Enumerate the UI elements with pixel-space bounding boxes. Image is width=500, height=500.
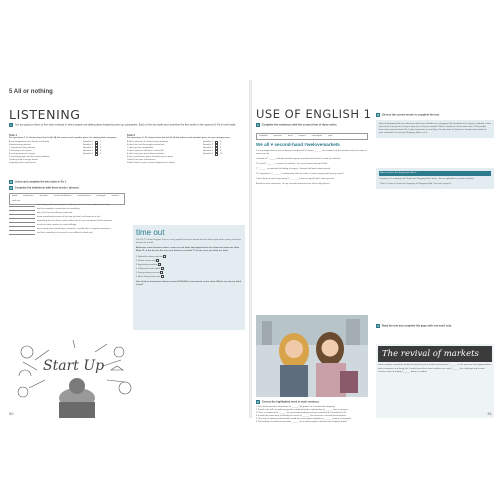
speaker-label: Speaker 1 xyxy=(83,141,93,144)
word: devotion xyxy=(39,195,48,197)
speaker-label: Speaker 5 xyxy=(83,153,93,156)
word: endeavour xyxy=(23,195,34,197)
speaker-label: Speaker 2 xyxy=(83,144,93,147)
exercise-4 xyxy=(376,324,494,328)
idea-text: 5 Dog grooming vacuum xyxy=(136,272,160,275)
exercise-3-text: Complete the definitions with these words / phrases. xyxy=(14,186,80,190)
word: overwhelmed xyxy=(77,195,91,197)
definition-row xyxy=(9,228,125,231)
listening-intro xyxy=(9,123,245,127)
idea-text: 1 Umbrella renting machine xyxy=(136,256,163,259)
exercise-3 xyxy=(376,113,494,117)
speaker-label: Speaker 3 xyxy=(83,147,93,150)
answer-number: 3 xyxy=(99,147,102,150)
task-2 xyxy=(127,134,245,165)
sentence-line: 4 It would be interesting to identify the cause of ______ the increase in second-hand markets. xyxy=(256,415,347,417)
idea-text: 2 Phone mouse trap xyxy=(136,260,156,263)
task-1-instruction: For questions 1–5, choose from the list (A–H) the reason each speaker gives for starting their company. xyxy=(9,137,117,140)
word: have xyxy=(287,135,293,137)
page-number-right: 51 xyxy=(487,411,492,416)
exercise-3-text: Choose the correct words to complete the text. xyxy=(381,113,440,117)
feature-line: 'I ⁴ ______ an aptitude for finding a bargain. I always find books down priced.' xyxy=(256,167,331,170)
exercise-number-4: 4 xyxy=(377,324,379,328)
word: prototype xyxy=(96,195,106,197)
definition-text: the first example or production of something xyxy=(37,208,80,210)
definition-row xyxy=(9,208,125,211)
word: investigate xyxy=(311,135,323,137)
idea-text: 6 Shoe sliding baby shoe xyxy=(136,276,161,279)
feature-line: I wanted to ² ______ attitude towards buying second-hand and here's what you told me. xyxy=(256,157,341,160)
answer-line[interactable] xyxy=(9,228,35,231)
time-out-box xyxy=(133,225,245,330)
task-1 xyxy=(9,134,125,165)
answer-number: 6 xyxy=(219,141,222,144)
task-1-title: Task 1 xyxy=(9,134,17,137)
sentence-line: 1 The article provides information of ______ the growth of second-hand shopping. xyxy=(256,406,336,408)
word: question xyxy=(273,135,282,137)
exercise-number-1: 1 xyxy=(10,123,12,127)
feature-line: Based on your comments, I'd say second-hand purchase all the right places! xyxy=(256,182,330,185)
exercise-number-2: 2 xyxy=(257,400,259,404)
option-text: B don't shut out the people around you xyxy=(127,144,165,147)
definition-row xyxy=(9,204,125,207)
left-page xyxy=(3,80,249,418)
option-text: D listening to an expert xyxy=(9,150,32,153)
option-text: D don't expect to still have a social life xyxy=(127,150,164,153)
answer-number: 7 xyxy=(219,144,222,147)
time-out-body: The UK TV show Dragons' Den is a very popular business format that has been replicated in many countries all over the world. xyxy=(136,239,241,244)
definition-row xyxy=(9,220,125,223)
idea-box[interactable] xyxy=(161,267,164,270)
answer-box[interactable] xyxy=(215,153,218,156)
feature-title: We all ♥ second-hand #welovemarkets xyxy=(256,142,340,147)
definition-row xyxy=(9,212,125,215)
exercise-1-text: Complete the sentences with the correct form of these verbs. xyxy=(261,123,338,127)
idea-box[interactable] xyxy=(161,275,164,278)
exercise-number-3: 3 xyxy=(10,186,12,190)
exercise-number-2: 2 xyxy=(10,180,12,184)
shopping-friends-photo xyxy=(256,315,368,397)
task-2-title: Task 2 xyxy=(127,134,135,137)
startup-illustration xyxy=(15,340,133,418)
definition-row xyxy=(9,232,125,235)
feature-line: Is it my imagination or are we being second-hand? It seems ______ the evidence of flea markets and junk shops, it seems we do. xyxy=(256,149,368,155)
word: impose xyxy=(298,135,306,137)
answer-line[interactable] xyxy=(9,216,35,219)
option-text: G don't lose your enthusiasm xyxy=(127,159,156,162)
sentence-line: 3 There is evidence for ______ an increasing tendency to buy second-hand at around the UK. xyxy=(256,412,347,414)
time-out-title: time out xyxy=(136,228,165,237)
feature-lines xyxy=(256,150,368,186)
idea-item xyxy=(136,275,242,279)
word: on the backburner xyxy=(53,195,72,197)
task-2-options xyxy=(127,141,245,165)
sentence-line: 6 The findings should be based with ______ facts about people's attitude and shopping habits. xyxy=(256,421,348,423)
idea-box[interactable] xyxy=(163,255,166,258)
unit-title: 5 All or nothing xyxy=(9,89,53,95)
exercise-2 xyxy=(256,400,372,404)
right-page xyxy=(252,80,498,423)
speaker-label: Speaker 3 xyxy=(203,147,213,150)
idea-box[interactable] xyxy=(158,263,161,266)
idea-text: 4 Collapsible water bottle xyxy=(136,268,161,271)
definition-text: not at first for something in particular xyxy=(37,212,73,214)
sentence-line: 5 One way of obtaining information would be to investigate attitudes of ______ buying used goods. xyxy=(256,418,352,420)
definition-text: know something because of the way you feel, not based on a fact xyxy=(37,216,101,218)
option-text: C experience living abroad xyxy=(9,147,35,150)
answer-line[interactable] xyxy=(9,220,35,223)
answer-number: 5 xyxy=(99,153,102,156)
exercise-2-text: Listen and complete the two tasks in Ex 1. xyxy=(14,180,67,184)
task-2-instruction: For questions 6–10, choose from the list (A–H) the advice each speaker gives to new entrepreneurs. xyxy=(127,137,231,140)
option-text: E raising money for charity xyxy=(9,153,35,156)
exercise-number-3: 3 xyxy=(377,113,379,117)
definition-text: accept an idea, opinion or event willingly xyxy=(37,224,77,226)
idea-text: 3 Egg boiling machine xyxy=(136,264,158,267)
feature-line: 'It's worth ³ ______ a chance on markets. You never know what you'll find.' xyxy=(256,162,328,165)
word: detail xyxy=(12,195,18,197)
word: establish xyxy=(259,135,268,137)
task-1-options xyxy=(9,141,125,165)
option-text: A don't overreact to undeserving situations xyxy=(127,141,169,144)
answer-line[interactable] xyxy=(9,208,35,211)
time-out-footer: One of these businesses ideas received £160,000 in investment on the show. Which one do you think it was? xyxy=(136,281,242,287)
speaker-label: Speaker 2 xyxy=(203,144,213,147)
definition-row xyxy=(9,224,125,227)
time-out-body-2: Below are some business ideas, some are real ideas that appeared on the show and some are false. Write 'R' in the box for the ones you think are real and 'F' for the ones you think are false. xyxy=(136,247,240,252)
answer-line[interactable] xyxy=(9,232,35,235)
idea-box[interactable] xyxy=(160,271,163,274)
quote-line: '⁷Take / Create a chance on shopping at Shopping Hub. You won't regret it!' xyxy=(379,183,452,185)
option-text: F meeting people with the same problems xyxy=(9,156,50,159)
exercise-3-quotes xyxy=(376,168,494,189)
option-text: A encouragement from friends and family xyxy=(9,141,49,144)
quotes-label: Here are just a few things you told us ... xyxy=(379,171,491,176)
exercise-2 xyxy=(9,180,245,184)
feature-line: 'It's important to ⁵ ______ a relationship with the seller. It makes paying with money easier!' xyxy=(256,172,345,175)
exercise-2-lines xyxy=(256,406,372,423)
speaker-label: Speaker 4 xyxy=(83,150,93,153)
definition-text: move away from something or someone, usually after a negative experience xyxy=(37,228,111,230)
quote-line: 'Commerce is evolving and I think that Shopping Hub ⁶takes / has an aptitude for creative thinking.' xyxy=(379,178,475,180)
word: wetaxis xyxy=(111,195,119,197)
answer-number: 1 xyxy=(99,141,102,144)
definition-text: something that has been said so often that it's not considered useful anymore xyxy=(37,220,112,222)
speaker-label: Speaker 5 xyxy=(203,153,213,156)
exercise-2-text: Correct the highlighted word in each sentence. xyxy=(261,400,320,404)
exercise-3 xyxy=(9,186,245,190)
exercise-number-1: 1 xyxy=(257,123,259,127)
option-text: B possessing priorities xyxy=(9,144,31,147)
answer-number: 10 xyxy=(219,153,223,156)
definition-text: not dealing with something for a while because it's not considered a priority xyxy=(37,204,110,206)
word: take xyxy=(328,135,333,137)
option-text: H getting advice from peers xyxy=(9,162,36,165)
feature-line: 'I don't have to watch my money! I ⁶ ______ a limit on myself and I never go over.' xyxy=(256,177,335,180)
answer-line[interactable] xyxy=(9,224,35,227)
section-title-use-of-english: USE OF ENGLISH 1 xyxy=(256,107,372,121)
intro-text: You are going to listen to five short extracts in which people are talking about beginning start up companies. Each of the two tasks and underline the key words in the options (A–H) in both tasks. xyxy=(14,123,237,127)
revival-article xyxy=(376,344,494,418)
answer-line[interactable] xyxy=(9,204,35,207)
word: walk out xyxy=(12,200,21,202)
option-text: C don't get too comfortable xyxy=(127,147,154,150)
page-number-left: 50 xyxy=(9,411,14,416)
exercise-3-paragraph: Here at Shopping Hub we asked you about your attitudes to e-shopping. We decided not to ¹impose / identify a time limit on the survey, but to keep it open for as long as needed. What a response! So far more than 7,000 people have taken part and have ²hit / make comments on our blog. You only have to ³practise / examine the evidence, your comments, to see that Shopping Hub is a hit! xyxy=(379,123,491,134)
book-spread xyxy=(0,80,500,423)
answer-number: 8 xyxy=(219,147,222,150)
revival-title: The revival of markets xyxy=(378,346,492,362)
answer-number: 9 xyxy=(219,150,222,153)
section-title-listening: LISTENING xyxy=(9,107,81,122)
answer-number: 4 xyxy=(99,150,102,153)
exercise-4-text: Read the text and complete the gaps with one word only. xyxy=(381,324,452,328)
option-text: H don't listen to your careers department's advice xyxy=(127,162,175,165)
svg-text:Start Up: Start Up xyxy=(43,358,105,374)
answer-line[interactable] xyxy=(9,212,35,215)
option-text: G talking with a foreign friend xyxy=(9,159,38,162)
speaker-label: Speaker 1 xyxy=(203,141,213,144)
revival-body: Some analysts around the world are being forced to realise and increase ¹______ as the pressure from hypermarkets and e-commerce are being felt. It would seem that street vendors are rising ²______ the challenge and a more creative vision of trading ³______ failure is evident. xyxy=(378,364,492,374)
answer-box[interactable] xyxy=(95,153,98,156)
option-text: E don't worry too much about mistakes xyxy=(127,153,165,156)
definitions-list xyxy=(9,204,125,236)
idea-list xyxy=(136,255,242,279)
speaker-label: Speaker 4 xyxy=(203,150,213,153)
sentence-line: 2 People who sell second-hand goods usually develop a relationship of ______ their customers. xyxy=(256,409,349,411)
verb-box xyxy=(256,133,368,140)
option-text: F don't avoid every piece of advice you're given xyxy=(127,156,173,159)
exercise-1 xyxy=(256,123,372,127)
idea-box[interactable] xyxy=(156,259,159,262)
exercise-3-text-box xyxy=(376,120,494,138)
definition-row xyxy=(9,216,125,219)
definition-text: feel that something is too much or too difficult to deal with xyxy=(37,232,93,234)
feature-article xyxy=(256,142,368,188)
answer-number: 2 xyxy=(99,144,102,147)
